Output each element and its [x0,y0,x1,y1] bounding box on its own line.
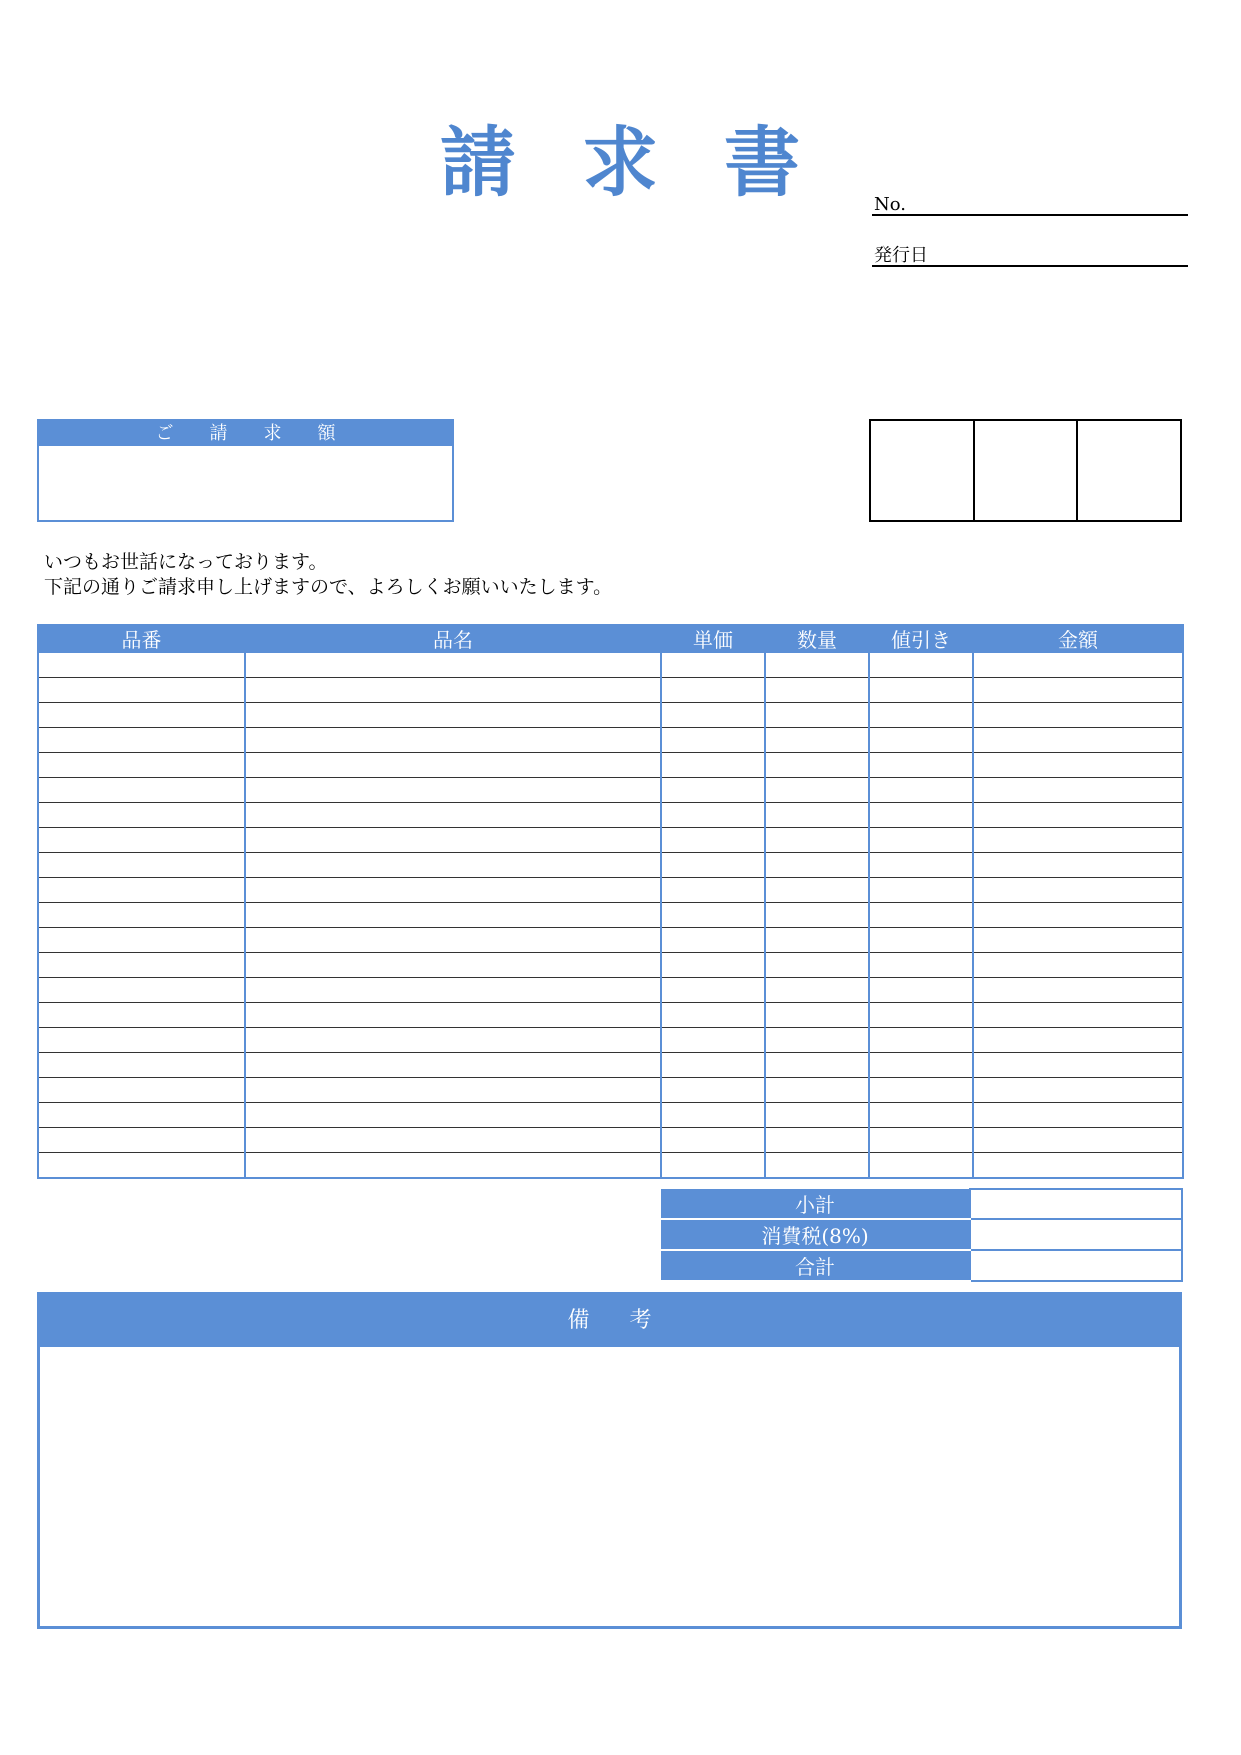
document-title [440,118,800,208]
item-name-cell[interactable] [245,678,661,703]
item-name-cell[interactable] [245,903,661,928]
heading-char: 考 [629,1308,652,1333]
heading-char: 額 [317,423,336,444]
amount-cell[interactable] [973,1128,1183,1153]
unit-price-cell[interactable] [661,853,765,878]
item-name-cell[interactable] [245,1128,661,1153]
discount-cell[interactable] [869,1003,973,1028]
item-name-cell[interactable] [245,1153,661,1179]
item-name-cell[interactable] [245,778,661,803]
discount-cell[interactable] [869,828,973,853]
item-code-cell[interactable] [38,803,245,828]
tax-label: 消費税(8%) [661,1219,970,1250]
total-value-cell[interactable] [970,1250,1182,1281]
quantity-cell[interactable] [765,803,869,828]
unit-price-cell[interactable] [661,753,765,778]
quantity-cell[interactable] [765,928,869,953]
discount-cell[interactable] [869,1078,973,1103]
item-name-cell[interactable] [245,1078,661,1103]
quantity-cell[interactable] [765,1028,869,1053]
amount-cell[interactable] [973,1003,1183,1028]
discount-cell[interactable] [869,678,973,703]
quantity-cell[interactable] [765,978,869,1003]
unit-price-cell[interactable] [661,1053,765,1078]
column-header-amount: 金額 [973,624,1183,653]
quantity-cell[interactable] [765,903,869,928]
quantity-cell[interactable] [765,1103,869,1128]
quantity-cell[interactable] [765,878,869,903]
item-code-cell[interactable] [38,1003,245,1028]
quantity-cell[interactable] [765,828,869,853]
discount-cell[interactable] [869,953,973,978]
item-name-cell[interactable] [245,728,661,753]
table-row [38,778,1183,803]
amount-cell[interactable] [973,978,1183,1003]
quantity-cell[interactable] [765,853,869,878]
amount-cell[interactable] [973,653,1183,678]
column-header-item-code: 品番 [38,624,245,653]
unit-price-cell[interactable] [661,703,765,728]
discount-cell[interactable] [869,928,973,953]
amount-cell[interactable] [973,828,1183,853]
quantity-cell[interactable] [765,1078,869,1103]
item-name-cell[interactable] [245,1103,661,1128]
unit-price-cell[interactable] [661,1078,765,1103]
heading-char: 求 [263,423,282,444]
item-code-cell[interactable] [38,728,245,753]
quantity-cell[interactable] [765,778,869,803]
table-row [38,853,1183,878]
table-row [38,803,1183,828]
table-row [38,1078,1183,1103]
item-name-cell[interactable] [245,1003,661,1028]
heading-char: 備 [567,1308,590,1333]
item-code-cell[interactable] [38,953,245,978]
item-code-cell[interactable] [38,1103,245,1128]
item-code-cell[interactable] [38,753,245,778]
item-name-cell[interactable] [245,878,661,903]
item-name-cell[interactable] [245,703,661,728]
amount-cell[interactable] [973,953,1183,978]
table-row [38,653,1183,678]
discount-cell[interactable] [869,853,973,878]
amount-cell[interactable] [973,778,1183,803]
stamp-box[interactable] [871,421,975,520]
unit-price-cell[interactable] [661,978,765,1003]
item-name-cell[interactable] [245,853,661,878]
discount-cell[interactable] [869,753,973,778]
item-code-cell[interactable] [38,828,245,853]
table-row [38,1153,1183,1179]
heading-char: ご [155,423,174,444]
greeting-line: 下記の通りご請求申し上げますので、よろしくお願いいたします。 [44,576,613,598]
heading-char: 請 [209,423,228,444]
amount-cell[interactable] [973,1153,1183,1179]
table-row [38,828,1183,853]
table-row [38,878,1183,903]
item-name-cell[interactable] [245,1053,661,1078]
unit-price-cell[interactable] [661,653,765,678]
table-row [38,703,1183,728]
unit-price-cell[interactable] [661,1028,765,1053]
unit-price-cell[interactable] [661,903,765,928]
item-name-cell[interactable] [245,928,661,953]
quantity-cell[interactable] [765,728,869,753]
quantity-cell[interactable] [765,703,869,728]
table-row [38,728,1183,753]
quantity-cell[interactable] [765,953,869,978]
unit-price-cell[interactable] [661,678,765,703]
discount-cell[interactable] [869,878,973,903]
title-char: 書 [724,118,800,207]
notes-box[interactable] [37,1292,1182,1629]
stamp-box[interactable] [975,421,1079,520]
discount-cell[interactable] [869,1053,973,1078]
discount-cell[interactable] [869,728,973,753]
item-code-cell[interactable] [38,1053,245,1078]
discount-cell[interactable] [869,1128,973,1153]
subtotal-value-cell[interactable] [970,1189,1182,1219]
item-name-cell[interactable] [245,653,661,678]
item-code-cell[interactable] [38,1078,245,1103]
amount-cell[interactable] [973,678,1183,703]
item-code-cell[interactable] [38,853,245,878]
billing-amount-heading [39,421,452,446]
amount-cell[interactable] [973,1028,1183,1053]
table-row [38,1003,1183,1028]
item-name-cell[interactable] [245,828,661,853]
item-code-cell[interactable] [38,778,245,803]
item-name-cell[interactable] [245,803,661,828]
item-code-cell[interactable] [38,1028,245,1053]
table-row [38,953,1183,978]
discount-cell[interactable] [869,803,973,828]
item-code-cell[interactable] [38,1128,245,1153]
discount-cell[interactable] [869,978,973,1003]
table-row [38,678,1183,703]
stamp-box[interactable] [1078,421,1180,520]
column-header-quantity: 数量 [765,624,869,653]
table-row [38,753,1183,778]
tax-row [661,1219,1182,1250]
subtotal-row [661,1189,1182,1219]
invoice-number-field[interactable] [872,180,1188,216]
discount-cell[interactable] [869,703,973,728]
unit-price-cell[interactable] [661,803,765,828]
table-row [38,1028,1183,1053]
unit-price-cell[interactable] [661,1103,765,1128]
table-row [38,903,1183,928]
stamp-boxes [869,419,1182,522]
column-header-unit-price: 単価 [661,624,765,653]
item-code-cell[interactable] [38,678,245,703]
amount-cell[interactable] [973,728,1183,753]
tax-value-cell[interactable] [970,1219,1182,1250]
column-header-discount: 値引き [869,624,973,653]
discount-cell[interactable] [869,653,973,678]
discount-cell[interactable] [869,1028,973,1053]
unit-price-cell[interactable] [661,778,765,803]
table-row [38,1103,1183,1128]
amount-cell[interactable] [973,928,1183,953]
amount-cell[interactable] [973,1103,1183,1128]
unit-price-cell[interactable] [661,728,765,753]
quantity-cell[interactable] [765,653,869,678]
greeting-line: いつもお世話になっております。 [44,551,328,573]
quantity-cell[interactable] [765,678,869,703]
table-row [38,978,1183,1003]
issue-date-label: 発行日 [874,245,928,266]
items-header-row [38,624,1183,653]
item-code-cell[interactable] [38,1153,245,1179]
total-label: 合計 [661,1250,970,1281]
item-code-cell[interactable] [38,928,245,953]
unit-price-cell[interactable] [661,928,765,953]
item-code-cell[interactable] [38,653,245,678]
column-header-item-name: 品名 [245,624,661,653]
title-char: 求 [582,118,658,207]
invoice-number-label: No. [874,194,906,215]
quantity-cell[interactable] [765,1153,869,1179]
amount-cell[interactable] [973,753,1183,778]
amount-cell[interactable] [973,803,1183,828]
subtotal-label: 小計 [661,1189,970,1219]
unit-price-cell[interactable] [661,1153,765,1179]
unit-price-cell[interactable] [661,828,765,853]
item-name-cell[interactable] [245,978,661,1003]
total-row [661,1250,1182,1281]
discount-cell[interactable] [869,903,973,928]
item-code-cell[interactable] [38,703,245,728]
amount-cell[interactable] [973,878,1183,903]
quantity-cell[interactable] [765,1053,869,1078]
unit-price-cell[interactable] [661,878,765,903]
item-code-cell[interactable] [38,878,245,903]
amount-cell[interactable] [973,1078,1183,1103]
amount-cell[interactable] [973,903,1183,928]
item-code-cell[interactable] [38,978,245,1003]
totals-table [661,1188,1183,1282]
quantity-cell[interactable] [765,753,869,778]
issue-date-field[interactable] [872,231,1188,267]
discount-cell[interactable] [869,1103,973,1128]
quantity-cell[interactable] [765,1128,869,1153]
items-table [37,624,1184,1179]
table-row [38,928,1183,953]
quantity-cell[interactable] [765,1003,869,1028]
item-name-cell[interactable] [245,753,661,778]
unit-price-cell[interactable] [661,953,765,978]
item-code-cell[interactable] [38,903,245,928]
amount-cell[interactable] [973,853,1183,878]
amount-cell[interactable] [973,1053,1183,1078]
unit-price-cell[interactable] [661,1003,765,1028]
table-row [38,1128,1183,1153]
item-name-cell[interactable] [245,953,661,978]
amount-cell[interactable] [973,703,1183,728]
unit-price-cell[interactable] [661,1128,765,1153]
discount-cell[interactable] [869,778,973,803]
title-char: 請 [440,118,516,207]
greeting-text [44,550,744,600]
table-row [38,1053,1183,1078]
notes-heading [40,1295,1179,1347]
discount-cell[interactable] [869,1153,973,1179]
billing-amount-box[interactable] [37,419,454,522]
item-name-cell[interactable] [245,1028,661,1053]
